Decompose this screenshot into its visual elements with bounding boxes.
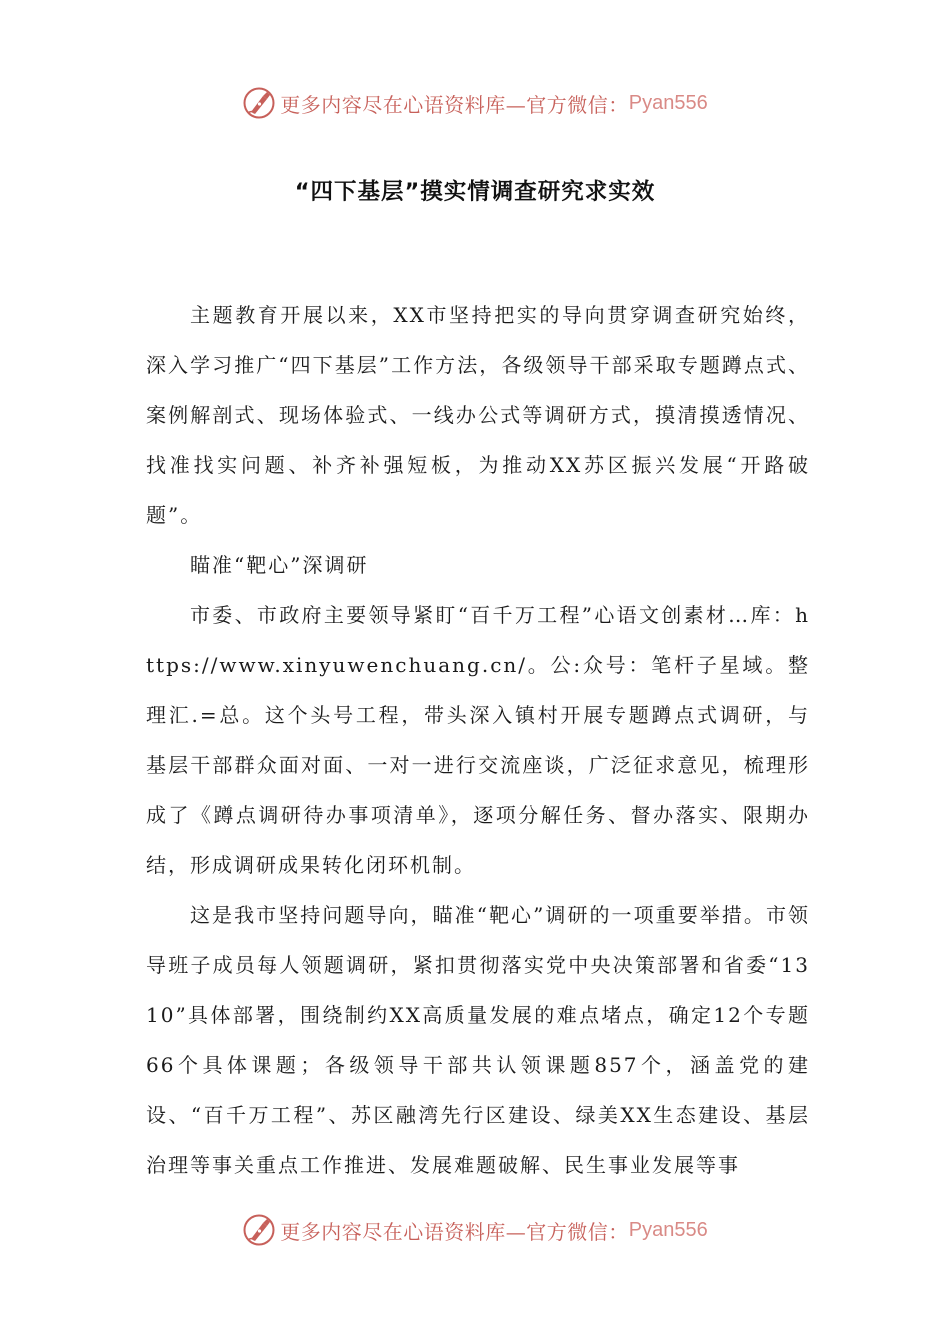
banner-text: 更多内容尽在心语资料库—官方微信： [280,92,629,117]
header-banner [0,83,950,123]
paragraph-city-leaders: 市委、市政府主要领导紧盯“百千万工程”心语文创素材…库：https://www.xinyuwenchuang.cn/。公:众号：笔杆子星域。整理汇.=总。这个头号工程，带头深入镇村开展专题蹲点式调研，与基层干部群众面对面、一对一进行交流座谈，广泛征求意见，梳理形成了《蹲点调研待办事项清单》，逐项分解任务、督办落实、限期办结，形成调研成果转化闭环机制。 [146,603,810,877]
footer-banner [0,1210,950,1250]
page-title: “四下基层”摸实情调查研究求实效 [294,179,656,205]
document-body [146,290,810,1190]
paragraph-intro: 主题教育开展以来，XX市坚持把实的导向贯穿调查研究始终，深入学习推广“四下基层”工作方法，各级领导干部采取专题蹲点式、案例解剖式、现场体验式、一线办公式等调研方式，摸清摸透情况、找准找实问题、补齐补强短板，为推动XX苏区振兴发展“开路破题”。 [146,303,810,527]
banner-wechat-id: Pyan556 [628,1218,708,1241]
banner-wechat-id: Pyan556 [628,91,708,114]
pen-nib-logo-icon [242,1213,276,1247]
paragraph-problem-oriented: 这是我市坚持问题导向，瞄准“靶心”调研的一项重要举措。市领导班子成员每人领题调研，紧扣贯彻落实党中央决策部署和省委“1310”具体部署，围绕制约XX高质量发展的难点堵点，确定12个专题66个具体课题；各级领导干部共认领课题857个，涵盖党的建设、“百千万工程”、苏区融湾先行区建设、绿美XX生态建设、基层治理等事关重点工作推进、发展难题破解、民生事业发展等事 [146,903,810,1177]
section-heading: 瞄准“靶心”深调研 [190,553,369,577]
banner-text: 更多内容尽在心语资料库—官方微信： [280,1219,629,1244]
pen-nib-logo-icon [242,86,276,120]
